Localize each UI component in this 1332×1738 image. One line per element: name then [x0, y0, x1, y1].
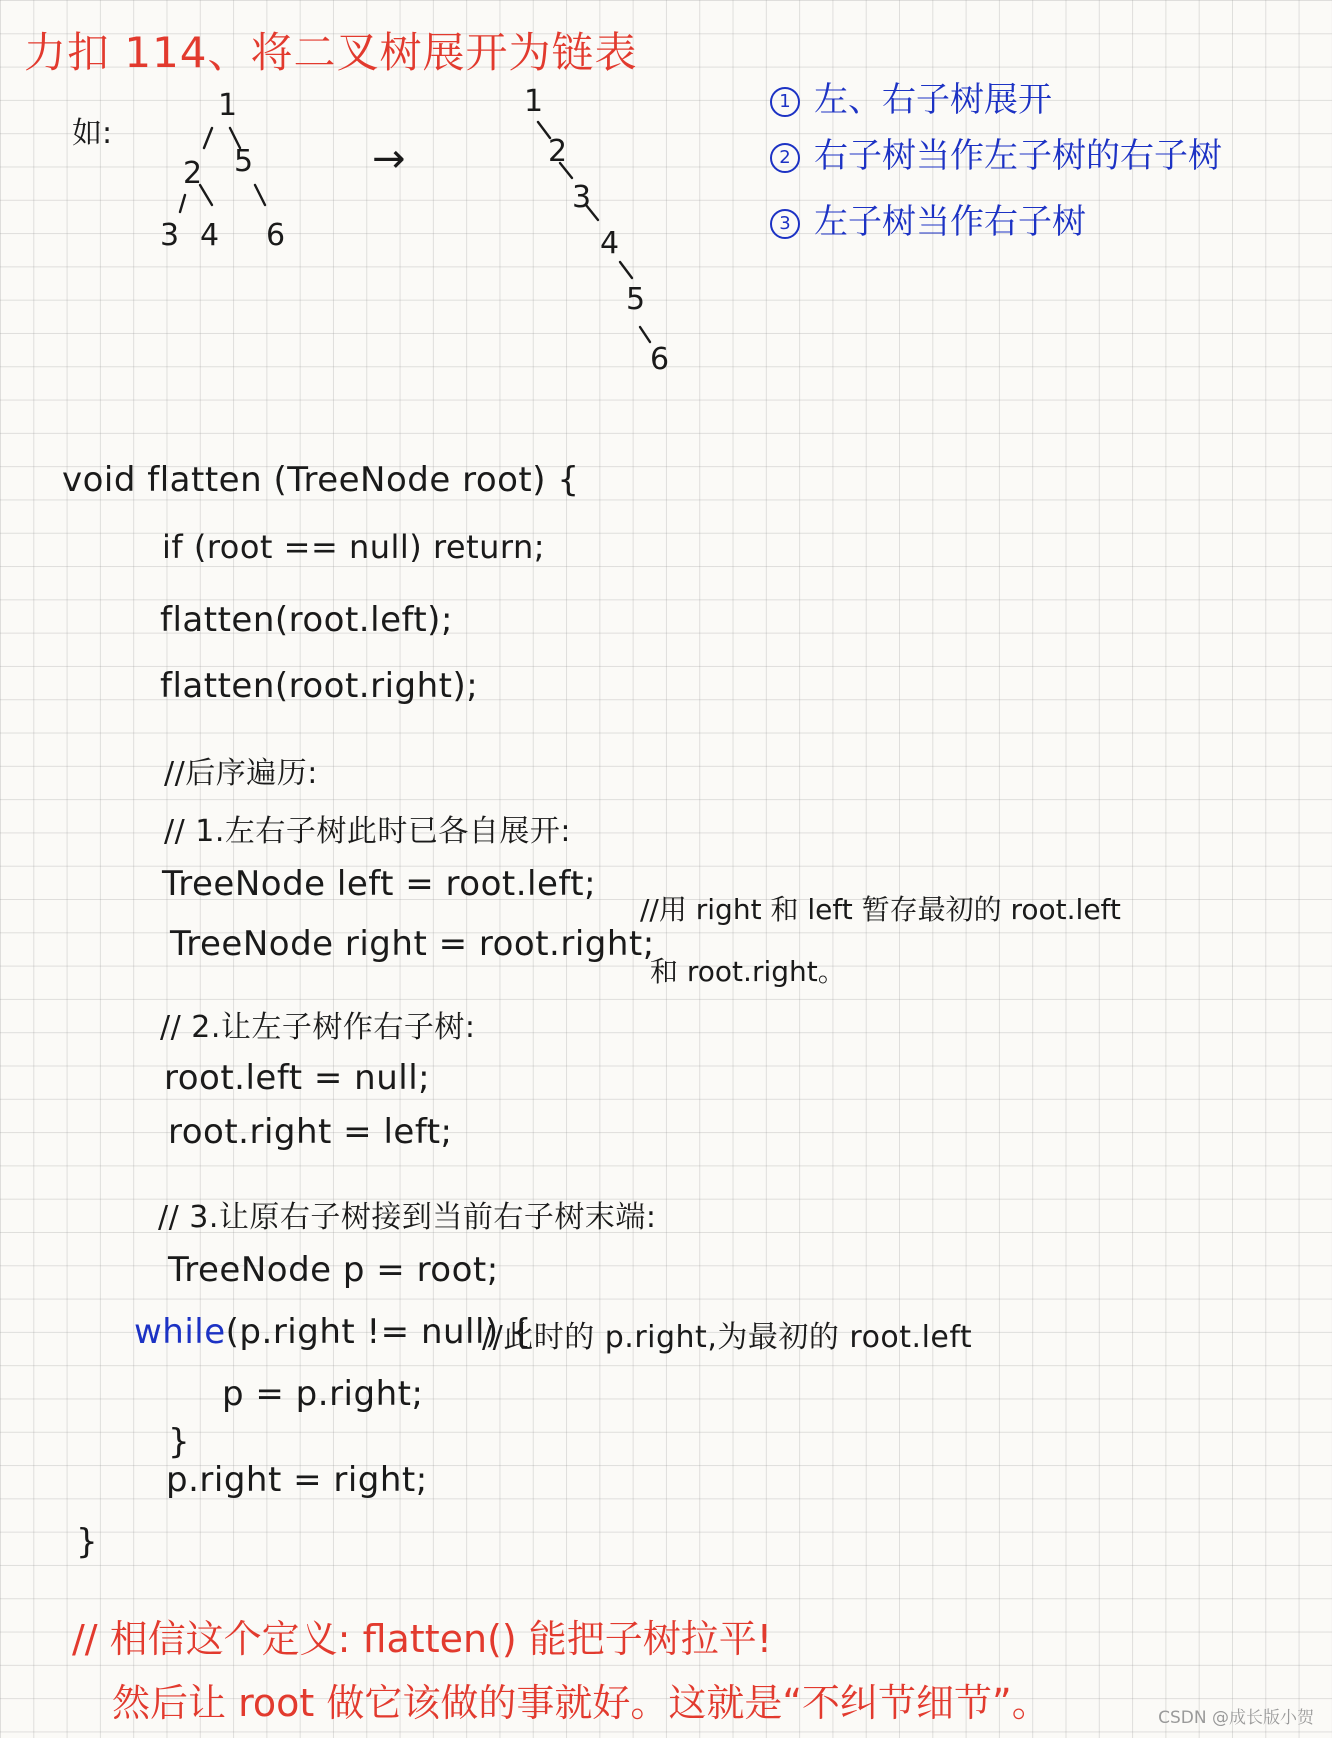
note-line-1: //用 right 和 left 暂存最初的 root.left	[640, 893, 1121, 926]
comment-step-3: // 3.让原右子树接到当前右子树末端:	[158, 1200, 657, 1235]
bottom-note-2: 然后让 root 做它该做的事就好。这就是“不纠节细节”。	[112, 1681, 1050, 1725]
tree-node-1: 1	[218, 88, 238, 123]
step-3	[770, 194, 1086, 243]
tree-node-2: 2	[183, 156, 203, 191]
comment-step-1: // 1.左右子树此时已各自展开:	[164, 814, 571, 849]
tree-node-3: 3	[160, 218, 180, 253]
step-1-number: 1	[770, 87, 800, 117]
step-3-text: 左子树当作右子树	[814, 202, 1086, 242]
list-node-3: 3	[572, 180, 592, 215]
code-while-line	[134, 1312, 532, 1352]
code-p-advance: p = p.right;	[222, 1374, 424, 1414]
code-flatten-right: flatten(root.right);	[160, 666, 479, 706]
comment-while: //此时的 p.right,为最初的 root.left	[482, 1320, 973, 1355]
code-root-right-left: root.right = left;	[168, 1112, 453, 1152]
code-close-while: }	[168, 1422, 191, 1462]
step-1-text: 左、右子树展开	[814, 80, 1052, 120]
step-1	[770, 72, 1052, 121]
code-signature: void flatten (TreeNode root) {	[62, 460, 580, 500]
step-2-text: 右子树当作左子树的右子树	[814, 136, 1222, 176]
code-root-left-null: root.left = null;	[164, 1058, 431, 1098]
list-node-4: 4	[600, 226, 620, 261]
step-3-number: 3	[770, 209, 800, 239]
tree-node-4: 4	[200, 218, 220, 253]
list-node-6: 6	[650, 342, 670, 377]
tree-node-5: 5	[234, 144, 254, 179]
code-close-function: }	[76, 1522, 99, 1562]
code-right-var: TreeNode right = root.right;	[170, 924, 655, 964]
arrow-icon: →	[372, 136, 406, 182]
tree-node-6: 6	[266, 218, 286, 253]
note-line-2: 和 root.right。	[650, 955, 846, 988]
comment-postorder: //后序遍历:	[164, 756, 318, 791]
code-p-right-assign: p.right = right;	[166, 1460, 428, 1500]
list-node-1: 1	[524, 84, 544, 119]
code-if-null: if (root == null) return;	[162, 528, 546, 566]
example-label: 如:	[72, 116, 113, 151]
page-title: 力扣 114、将二叉树展开为链表	[24, 28, 638, 77]
step-2	[770, 128, 1222, 177]
step-2-number: 2	[770, 143, 800, 173]
list-node-2: 2	[548, 134, 568, 169]
code-flatten-left: flatten(root.left);	[160, 600, 453, 640]
comment-step-2: // 2.让左子树作右子树:	[160, 1010, 476, 1045]
list-node-5: 5	[626, 282, 646, 317]
bottom-note-1: // 相信这个定义: flatten() 能把子树拉平!	[72, 1617, 773, 1661]
code-p-var: TreeNode p = root;	[168, 1250, 499, 1290]
while-condition: (p.right != null) {	[225, 1312, 533, 1352]
watermark: CSDN @成长版小贺	[1158, 1708, 1314, 1728]
code-left-var: TreeNode left = root.left;	[162, 864, 597, 904]
while-keyword: while	[134, 1312, 226, 1352]
